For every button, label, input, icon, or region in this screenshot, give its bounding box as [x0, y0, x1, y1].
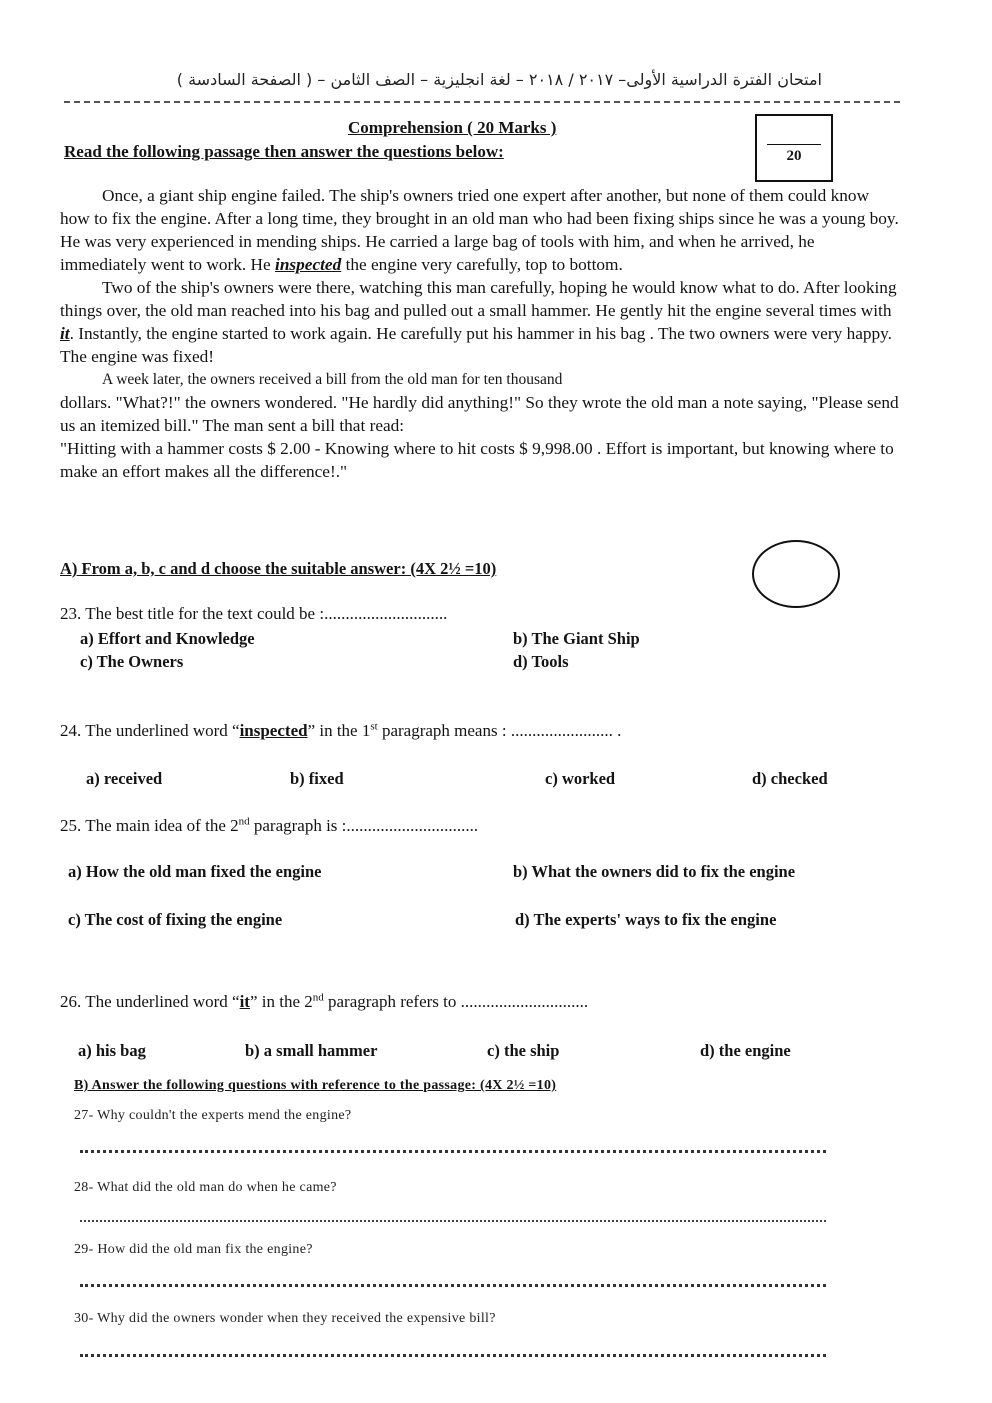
score-box	[755, 114, 833, 182]
paragraph-2: Two of the ship's owners were there, watching this man carefully, hoping he would know what to do. After looking things over, the old man reached into his bag and pulled out a small hammer. He gently hit the engine several times with it. Instantly, the engine started to work again. He carefully put his hammer in his bag . The two owners were very happy. The engine was fixed!	[60, 278, 897, 366]
q26-stem: 26. The underlined word “it” in the 2nd paragraph refers to ..............................	[60, 991, 589, 1011]
score-total: 20	[786, 148, 802, 164]
q29-question: 29- How did the old man fix the engine?	[74, 1242, 313, 1257]
q26-option-a[interactable]: a) his bag	[78, 1041, 146, 1060]
q26-option-c[interactable]: c) the ship	[487, 1041, 560, 1060]
q26-option-d[interactable]: d) the engine	[700, 1041, 791, 1060]
q24-stem: 24. The underlined word “inspected” in the 1st paragraph means : ........................ .	[60, 720, 622, 740]
q23-option-c[interactable]: c) The Owners	[80, 652, 184, 671]
exam-header: امتحان الفترة الدراسية الأولى– ٢٠١٧ / ٢٠١٨ – لغة انجليزية – الصف الثامن – ( الصفحة السادسة )	[176, 70, 822, 89]
q27-answer-line[interactable]	[80, 1150, 826, 1153]
q23-option-a[interactable]: a) Effort and Knowledge	[80, 629, 255, 648]
q25-stem: 25. The main idea of the 2nd paragraph is :...............................	[60, 815, 479, 835]
q28-question: 28- What did the old man do when he came?	[74, 1180, 337, 1195]
q24-underlined-word: inspected	[239, 721, 308, 740]
q30-question: 30- Why did the owners wonder when they received the expensive bill?	[74, 1311, 496, 1326]
header-divider	[64, 101, 900, 103]
q24-option-a[interactable]: a) received	[86, 769, 163, 788]
q26-option-b[interactable]: b) a small hammer	[245, 1041, 378, 1060]
q30-answer-line[interactable]	[80, 1354, 826, 1357]
paragraph-1: Once, a giant ship engine failed. The ship's owners tried one expert after another, but none of them could know how to fix the engine. After a long time, they brought in an old man who had been fixing ships since he was a young boy. He was very experienced in mending ships. He carried a large bag of tools with him, and when he arrived, he immediately went to work. He inspected the engine very carefully, top to bottom.	[60, 186, 899, 274]
section-a-mark-oval	[752, 540, 840, 608]
q24-option-d[interactable]: d) checked	[752, 769, 828, 788]
paragraph-3: dollars. "What?!" the owners wondered. "He hardly did anything!" So they wrote the old man a note saying, "Please send us an itemized bill." The man sent a bill that read:	[60, 393, 899, 435]
underlined-word-inspected: inspected	[275, 255, 342, 274]
q25-option-d[interactable]: d) The experts' ways to fix the engine	[515, 910, 777, 929]
q27-question: 27- Why couldn't the experts mend the engine?	[74, 1108, 352, 1123]
q29-answer-line[interactable]	[80, 1284, 826, 1287]
q23-option-d[interactable]: d) Tools	[513, 652, 569, 671]
reading-passage	[60, 184, 900, 483]
q28-answer-line[interactable]	[80, 1220, 826, 1222]
q25-option-a[interactable]: a) How the old man fixed the engine	[68, 862, 322, 881]
section-a-heading: A) From a, b, c and d choose the suitable answer: (4X 2½ =10)	[60, 559, 497, 578]
bill-quote: "Hitting with a hammer costs $ 2.00 - Knowing where to hit costs $ 9,998.00 . Effort is important, but knowing where to make an effort makes all the difference!."	[60, 439, 894, 481]
q24-option-c[interactable]: c) worked	[545, 769, 616, 788]
paragraph-3-line1: A week later, the owners received a bill from the old man for ten thousand	[102, 371, 563, 388]
q24-option-b[interactable]: b) fixed	[290, 769, 344, 788]
section-b-heading: B) Answer the following questions with reference to the passage: (4X 2½ =10)	[74, 1078, 557, 1093]
section-title: Comprehension ( 20 Marks )	[348, 118, 557, 137]
q26-underlined-word: it	[239, 992, 250, 1011]
score-line	[767, 144, 821, 145]
passage-instruction: Read the following passage then answer the questions below:	[64, 142, 504, 161]
q25-option-c[interactable]: c) The cost of fixing the engine	[68, 910, 283, 929]
underlined-word-it: it	[60, 324, 70, 343]
q23-stem: 23. The best title for the text could be :.............................	[60, 604, 448, 623]
q23-option-b[interactable]: b) The Giant Ship	[513, 629, 640, 648]
q25-option-b[interactable]: b) What the owners did to fix the engine	[513, 862, 796, 881]
